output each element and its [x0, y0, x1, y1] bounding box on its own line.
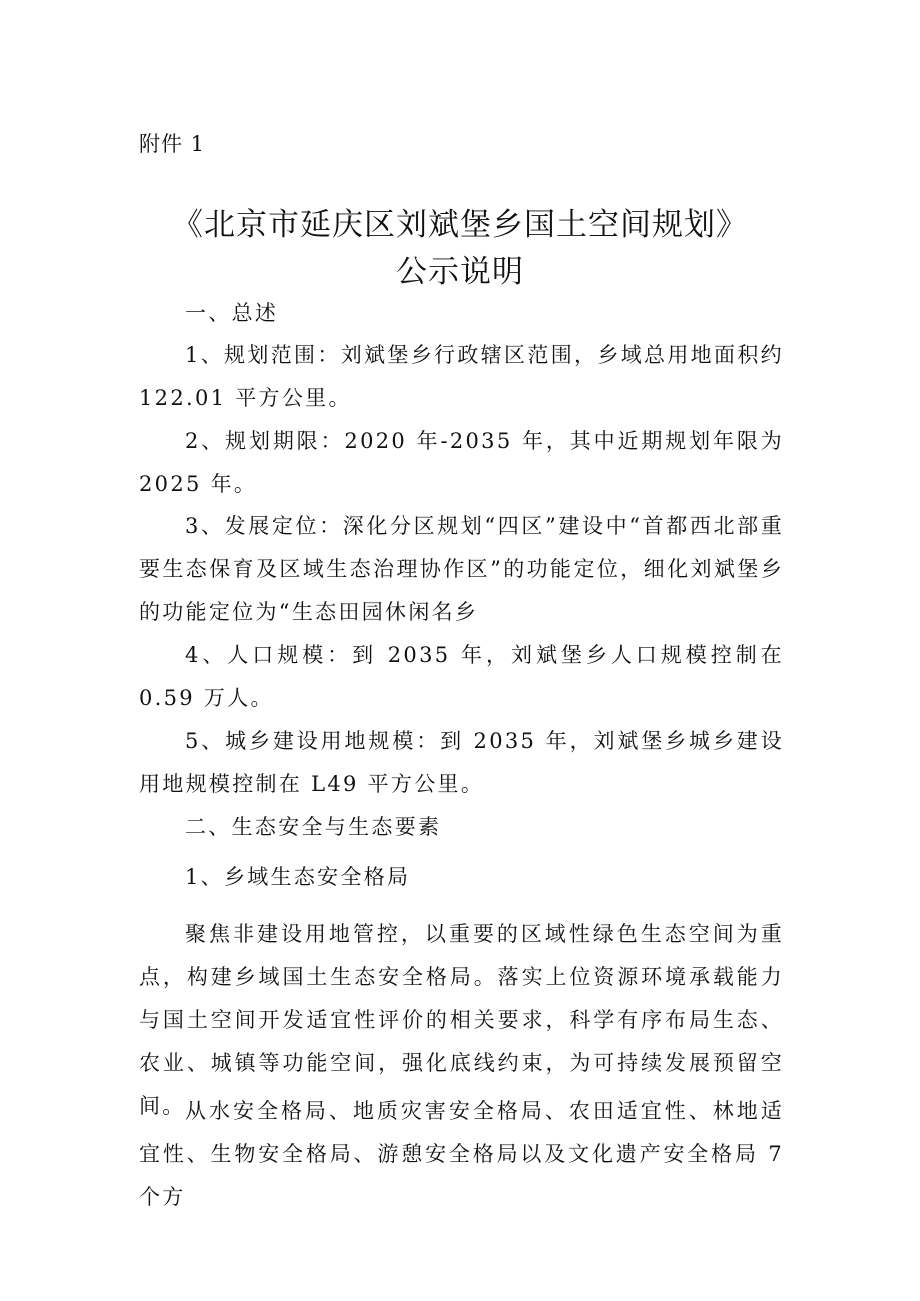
subsection-heading-ecological-pattern: 1、乡域生态安全格局 — [185, 865, 411, 889]
section-heading-overview: 一、总述 — [185, 301, 279, 325]
document-title-line1: 《北京市延庆区刘斌堡乡国土空间规划》 — [172, 207, 748, 243]
paragraph-ecological-pattern: 聚焦非建设用地管控，以重要的区域性绿色生态空间为重点，构建乡域国土生态安全格局。落实上位资源环境承载能力与国土空间开发适宜性评价的相关要求，科学有序布局生态、农业、城镇等功能空间，强化底线约束，为可持续发展预留空间。 — [139, 922, 784, 1118]
paragraph-planning-period: 2、规划期限：2020 年-2035 年，其中近期规划年限为 2025 年。 — [139, 429, 784, 496]
section-heading-ecological-security: 二、生态安全与生态要素 — [185, 815, 442, 839]
attachment-label: 附件 1 — [139, 132, 206, 156]
paragraph-planning-scope: 1、规划范围：刘斌堡乡行政辖区范围，乡域总用地面积约 122.01 平方公里。 — [139, 343, 784, 410]
paragraph-construction-land-scale: 5、城乡建设用地规模：到 2035 年，刘斌堡乡城乡建设用地规模控制在 L49 平方公里。 — [139, 729, 784, 796]
paragraph-development-positioning: 3、发展定位：深化分区规划“四区”建设中“首都西北部重要生态保育及区域生态治理协作区”的功能定位，细化刘斌堡乡的功能定位为“生态田园休闲名乡 — [139, 514, 784, 624]
paragraph-population-scale: 4、人口规模：到 2035 年，刘斌堡乡人口规模控制在 0.59 万人。 — [139, 643, 784, 710]
document-title-line2: 公示说明 — [396, 254, 524, 290]
paragraph-security-patterns: 从水安全格局、地质灾害安全格局、农田适宜性、林地适宜性、生物安全格局、游憩安全格局以及文化遗产安全格局 7 个方 — [139, 1099, 784, 1209]
